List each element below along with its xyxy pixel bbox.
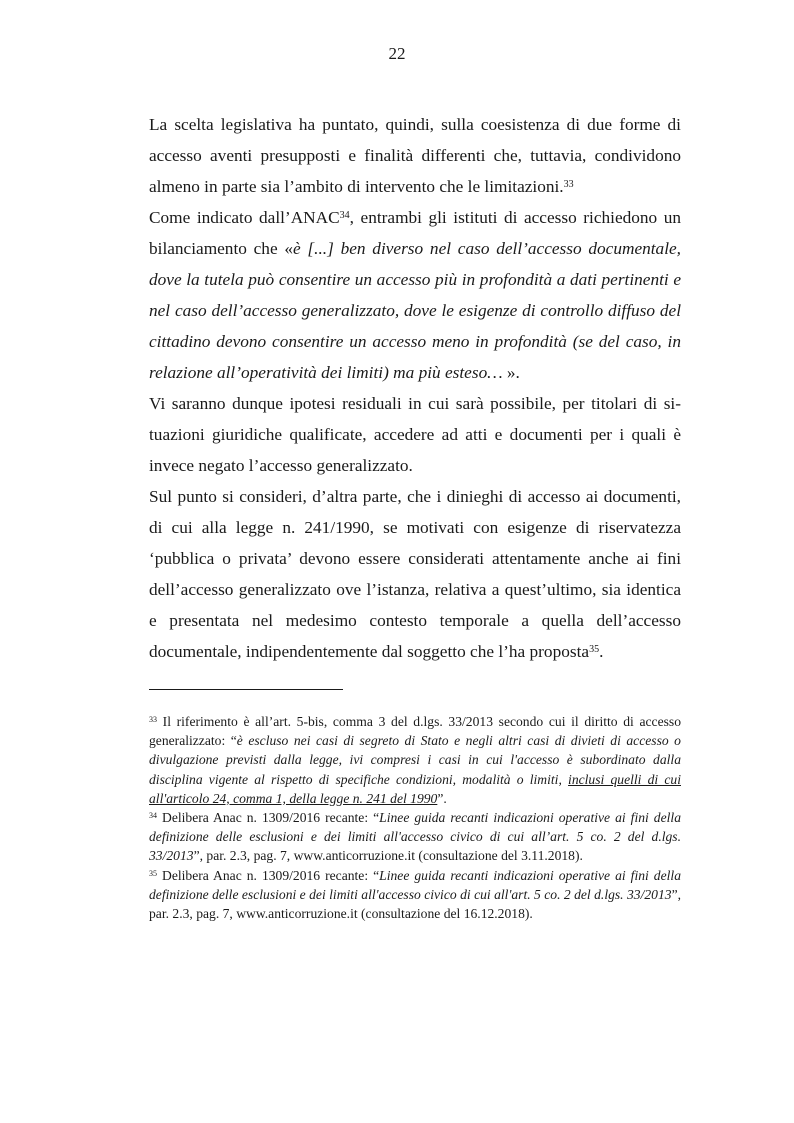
footnote-text: Delibera Anac n. 1309/2016 recante: “ [157,810,380,826]
paragraph-4-end: . [599,642,604,661]
footnote-34 [149,808,681,866]
footnote-title: Linee guida recanti indicazioni operative ai fini della definizione delle esclusioni e dei limiti all'accesso civico di cui all'art. 5 co. 2 del d.lgs. 33/2013 [149,867,681,902]
paragraph-2 [149,202,681,388]
body-text [149,109,681,667]
footnote-33 [149,712,681,808]
footnote-35 [149,866,681,924]
paragraph-1-text: La scelta legislativa ha puntato, quindi, sulla coesistenza di due forme di accesso aventi presupposti e finalità differenti che, tuttavia, condividono almeno in parte sia l’ambito di intervento che le limitazioni. [149,115,681,196]
footnote-text: Il riferimento è all’art. 5-bis, comma 3 del d.lgs. 33/2013 secondo cui il diritto di accesso generalizzato: “ [149,714,681,749]
paragraph-4-text: Sul punto si consideri, d’altra parte, che i dinieghi di accesso ai documenti, di cui alla legge n. 241/1990, se motivati con esigenze di riservatezza ‘pubblica o privata’ devono essere considerati attentamente anche ai fini dell’accesso generalizzato ove l’istanza, relativa a quest’ultimo, sia identica e presentata nel medesimo contesto temporale a quella dell’accesso documentale, indipendentemente dal soggetto che l’ha proposta [149,487,681,661]
footnote-ref-34[interactable]: 34 [339,210,350,221]
footnote-law-link[interactable]: inclusi quelli di cui all'articolo 24, comma 1, della legge n. 241 del 1990 [149,771,681,806]
footnote-text-end: ”. [437,790,447,806]
paragraph-2-lead: Come indicato dall’ANAC [149,208,340,227]
footnote-quote: è escluso nei casi di segreto di Stato e negli altri casi di divieti di accesso o divulgazione previsti dalla legge, ivi compresi i casi in cui l'accesso è subordinato dalla disciplina vigente al rispetto di specifiche condizioni, modalità o limiti, [149,733,681,787]
paragraph-2-mid: , entrambi gli istituti di accesso richiedono un bilanciamento che « [149,208,681,258]
footnote-ref-33[interactable]: 33 [563,179,574,190]
footnotes [149,712,681,923]
page-number: 22 [388,44,406,63]
paragraph-4 [149,481,681,667]
footnote-text-end: ”, par. 2.3, pag. 7, www.anticorruzione.it (consultazione del 16.12.2018). [149,886,681,922]
footnote-number: 33 [149,715,157,724]
footnote-number: 34 [149,811,157,821]
footnote-number: 35 [149,868,157,878]
footnote-text-end: ”, par. 2.3, pag. 7, www.anticorruzione.it (consultazione del 3.11.2018). [193,848,583,864]
paragraph-1 [149,109,681,202]
paragraph-3 [149,388,681,481]
footnote-title: Linee guida recanti indicazioni operative ai fini della definizione delle esclusioni e dei limiti all'accesso civico di cui all’art. 5 co. 2 del d.lgs. 33/2013 [149,810,681,864]
footnote-separator [149,689,343,690]
paragraph-2-end: ». [502,363,520,382]
footnote-ref-35[interactable]: 35 [589,644,600,655]
paragraph-3-text: Vi saranno dunque ipotesi residuali in cui sarà possibile, per titolari di situazioni giuridiche qualificate, accedere ad atti e documenti per i quali è invece negato l’accesso generalizzato. [149,394,681,475]
footnote-text: Delibera Anac n. 1309/2016 recante: “ [157,867,380,883]
anac-quote: è [...] ben diverso nel caso dell’accesso documentale, dove la tutela può consentire un accesso più in profondità a dati pertinenti e nel caso dell’accesso generalizzato, dove le esigenze di controllo diffuso del cittadino devono consentire un accesso meno in profondità (se del caso, in relazione all’operatività dei limiti) ma più esteso… [149,239,681,382]
